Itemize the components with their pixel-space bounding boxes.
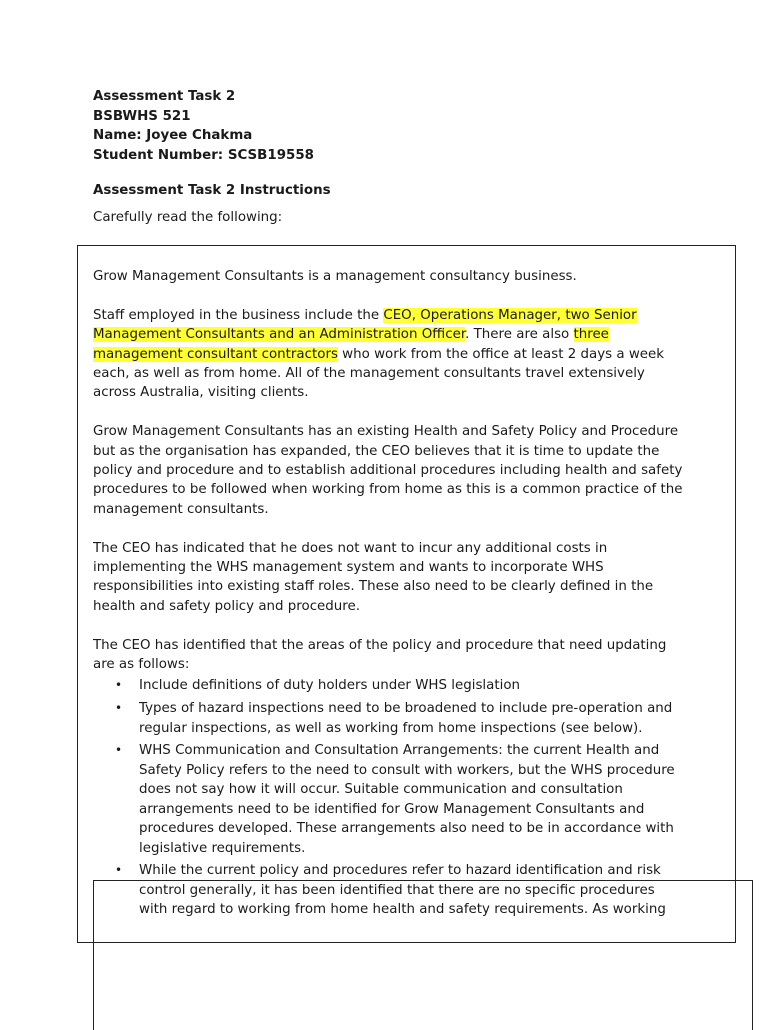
instructions-text: Carefully read the following: — [93, 210, 283, 225]
list-item: • Include definitions of duty holders under WHS legislation — [93, 676, 683, 695]
student-number: Student Number: SCSB19558 — [93, 147, 314, 163]
bullet-icon: • — [115, 863, 123, 878]
staff-text-1: Staff employed in the business include the — [93, 307, 384, 323]
case-study-content — [93, 267, 683, 923]
paragraph-costs: The CEO has indicated that he does not want to incur any additional costs in implementing the WHS management system and wants to incorporate WHS responsibilities into existing staff roles. These also need to be clearly defined in the health and safety policy and procedure. — [93, 540, 654, 614]
instructions-title: Assessment Task 2 Instructions — [93, 183, 331, 198]
areas-list — [93, 676, 683, 919]
bullet-icon: • — [115, 678, 123, 693]
highlight-staff-roles: CEO, Operations Manager, two Senior Management Consultants and an Administration Officer — [93, 307, 637, 343]
list-item: • While the current policy and procedures refer to hazard identification and risk control generally, it has been identified that there are no specific procedures with regard to working from home health and safety requirements. As working — [115, 863, 666, 918]
list-item: • Types of hazard inspections need to be broadened to include pre-operation and regular inspections, as well as working from home inspections (see below). — [115, 701, 673, 736]
highlight-contractors: three management consultant contractors — [93, 327, 609, 362]
paragraph-staff — [93, 306, 683, 403]
paragraph-policy: Grow Management Consultants has an existing Health and Safety Policy and Procedure but as the organisation has expanded, the CEO believes that it is time to update the policy and procedure and to establish additional procedures including health and safety procedures to be followed when working from home as this is a common practice of the management consultants. — [93, 424, 683, 517]
bullet-icon: • — [115, 743, 123, 758]
task-title: Assessment Task 2 — [93, 89, 236, 104]
paragraph-areas: The CEO has identified that the areas of the policy and procedure that need updating are as follows: — [93, 637, 667, 673]
course-code: BSBWHS 521 — [93, 108, 191, 124]
bullet-icon: • — [115, 701, 123, 716]
staff-text-2: . There are also — [465, 327, 574, 343]
document-header — [93, 87, 314, 165]
list-item: • WHS Communication and Consultation Arrangements: the current Health and Safety Policy refers to the need to consult with workers, but the WHS procedure does not say how it will occur. Suitable communication and consultation arrangements need to be identified for Grow Management Consultants and procedures developed. These arrangements also need to be in accordance with legislative requirements. — [115, 743, 675, 856]
staff-text-3: who work from the office at least 2 days a week each, as well as from home. All of the management consultants travel extensively across Australia, visiting clients. — [93, 346, 665, 401]
paragraph-intro: Grow Management Consultants is a management consultancy business. — [93, 269, 577, 284]
student-name: Name: Joyee Chakma — [93, 128, 253, 143]
